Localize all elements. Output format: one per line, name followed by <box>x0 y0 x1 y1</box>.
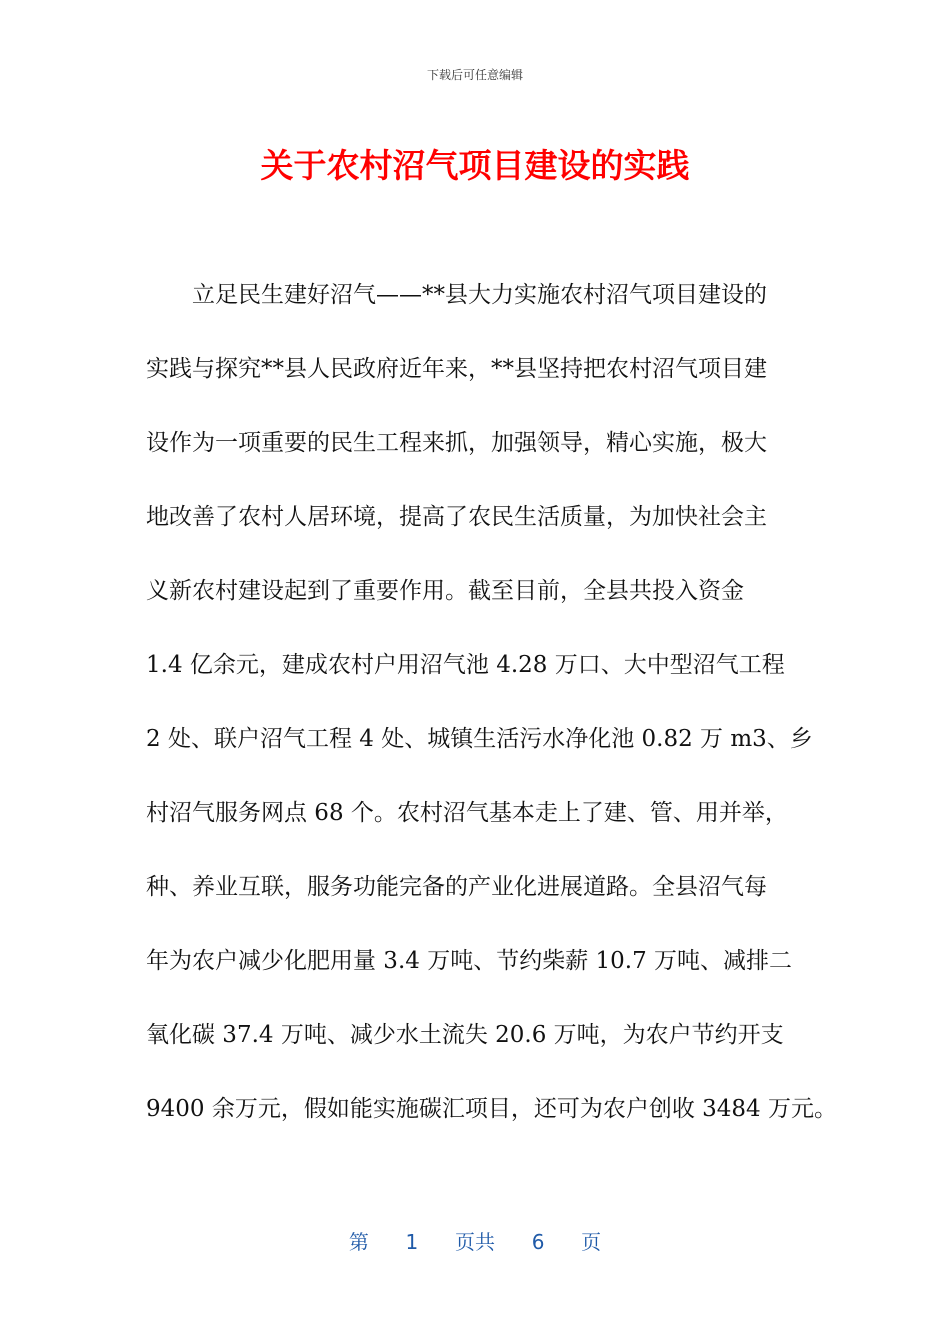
footer-middle: 页共 <box>455 1230 495 1254</box>
body-line: 义新农村建设起到了重要作用。截至目前，全县共投入资金 <box>146 578 744 604</box>
body-line: 种、养业互联，服务功能完备的产业化进展道路。全县沼气每 <box>146 874 767 900</box>
document-body <box>146 270 837 1158</box>
footer-suffix: 页 <box>581 1230 602 1254</box>
body-line: 设作为一项重要的民生工程来抓，加强领导，精心实施，极大 <box>146 430 767 456</box>
body-line: 9400 余万元，假如能实施碳汇项目，还可为农户创收 3484 万元。 <box>146 1096 837 1122</box>
document-title: 关于农村沼气项目建设的实践 <box>260 146 690 185</box>
body-line: 氧化碳 37.4 万吨、减少水土流失 20.6 万吨，为农户节约开支 <box>146 1022 784 1048</box>
footer-current-page: 1 <box>405 1230 419 1254</box>
body-line: 村沼气服务网点 68 个。农村沼气基本走上了建、管、用并举， <box>146 800 788 826</box>
body-line: 年为农户减少化肥用量 3.4 万吨、节约柴薪 10.7 万吨、减排二 <box>146 948 793 974</box>
body-line: 1.4 亿余元，建成农村户用沼气池 4.28 万口、大中型沼气工程 <box>146 652 785 678</box>
footer-total-pages: 6 <box>531 1230 545 1254</box>
body-line: 2 处、联户沼气工程 4 处、城镇生活污水净化池 0.82 万 m3、乡 <box>146 726 813 752</box>
body-line: 地改善了农村人居环境，提高了农民生活质量，为加快社会主 <box>146 504 767 530</box>
body-line: 实践与探究**县人民政府近年来，**县坚持把农村沼气项目建 <box>146 356 767 382</box>
page-footer <box>0 1226 950 1255</box>
footer-prefix: 第 <box>348 1230 369 1254</box>
header-note: 下载后可任意编辑 <box>426 68 523 82</box>
body-line: 立足民生建好沼气——**县大力实施农村沼气项目建设的 <box>192 282 767 308</box>
